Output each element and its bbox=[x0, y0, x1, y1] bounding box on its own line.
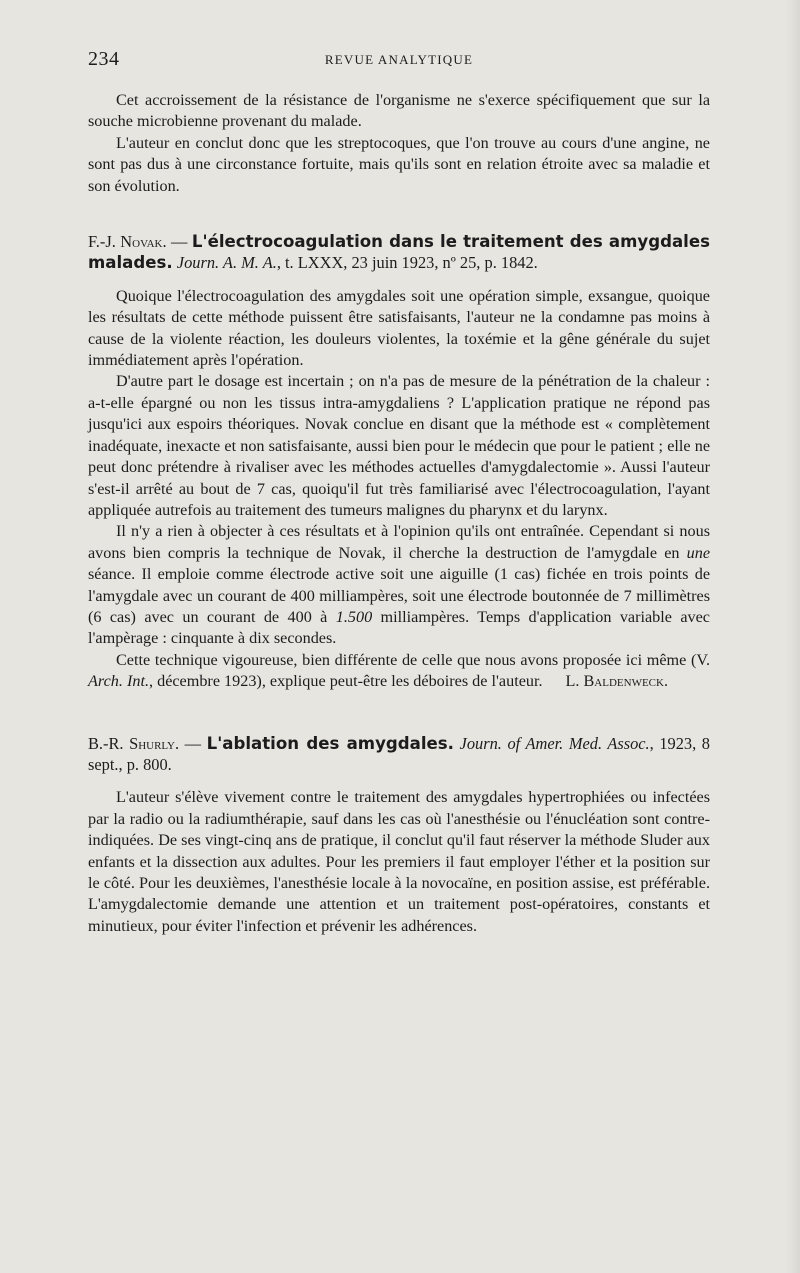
entry-2-title: L'ablation des amygdales. bbox=[206, 733, 454, 753]
entry-1-p4-text-a: Cette technique vigoureuse, bien différente de celle que nous avons proposée ici même (V. bbox=[116, 650, 710, 669]
entry-1-p3-text-c: milliampères. Temps d'application variable avec l'ampèrage : cinquante à dix secondes. bbox=[88, 607, 710, 648]
entry-1-dash: — bbox=[166, 232, 192, 252]
entry-1-paragraph-2: D'autre part le dosage est incertain ; on n'a pas de mesure de la pénétration de la chaleur : a-t-elle épargné ou non les tissus intra-amygdaliens ? L'application pratique ne répond pas jusqu'ici aux espoirs théoriques. Novak conclue en disant que la méthode est « complètement inadéquate, inexacte et non satisfaisante, aussi bien pour le médecin que pour le patient ; elle ne peut donc prétendre à rivaliser avec les méthodes actuelles d'amygdalectomie ». Aussi l'auteur s'est-il arrêté au bout de 7 cas, quoiqu'il fut très familiarisé avec l'électrocoagulation, l'ayant appliquée autrefois au traitement des tumeurs malignes du pharynx et du larynx. bbox=[88, 372, 710, 519]
entry-2-dash: — bbox=[179, 733, 207, 753]
entry-1-closing bbox=[88, 650, 710, 693]
entry-1-signature: L. Baldenweck. bbox=[565, 672, 668, 691]
entry-2-journal: Journ. of Amer. Med. Assoc. bbox=[459, 733, 650, 753]
entry-2-author: B.-R. Shurly. bbox=[88, 733, 180, 753]
entry-1-paragraph-3 bbox=[88, 521, 710, 649]
entry-1-p3-text-a: Il n'y a rien à objecter à ces résultats et à l'opinion qu'ils ont entraînée. Cependant si nous avons bien compris la technique de Novak, il cherche la destruction de l'amygdale en bbox=[88, 522, 710, 562]
entry-1-citation: , t. LXXX, 23 juin 1923, nº 25, p. 1842. bbox=[276, 253, 538, 273]
entry-2-paragraph-1: L'auteur s'élève vivement contre le traitement des amygdales hypertrophiées ou infectées par la radio ou la radiumthérapie, sauf dans les cas où l'anesthésie ou l'énucléation sont contre-indiquées. De ses vingt-cinq ans de pratique, il conclut qu'il faut réserver la méthode Sluder aux enfants et la dissection aux adultes. Pour les premiers il faut employer l'éther et la position sur le côté. Pour les deuxièmes, l'anesthésie locale à la novocaïne, en position assise, est préférable. L'amygdalectomie demande une attention et un traitement post-opératoires, constants et minutieux, pour éviter l'infection et prévenir les adhérences. bbox=[88, 788, 710, 935]
entry-1-title: L'électrocoagulation dans le traitement des amygdales malades. bbox=[88, 232, 710, 273]
page-header bbox=[88, 48, 710, 74]
entry-2-heading bbox=[88, 733, 710, 776]
page-number: 234 bbox=[88, 48, 120, 70]
entry-1-p4-italic: Arch. Int. bbox=[88, 672, 149, 691]
entry-1-paragraph-1: Quoique l'électrocoagulation des amygdales soit une opération simple, exsangue, quoique les résultats de cette méthode puissent être satisfaisants, l'auteur ne la condamne pas moins à cause de la violente réaction, les douleurs violentes, la toxémie et la gêne générale du sujet immédiatement après l'opération. bbox=[88, 286, 710, 370]
entry-1-author: F.-J. Novak. bbox=[88, 232, 167, 252]
entry-1-p3-italic-une: une bbox=[686, 543, 710, 562]
page-edge bbox=[786, 0, 800, 1273]
intro-paragraph-2: L'auteur en conclut donc que les streptocoques, que l'on trouve au cours d'une angine, ne sont pas dus à une circonstance fortuite, mais qu'ils sont en relation étroite avec sa maladie et son évolution. bbox=[88, 133, 710, 195]
article-body bbox=[88, 90, 710, 937]
entry-2-citation: , 1923, 8 sept., p. 800. bbox=[88, 733, 710, 774]
entry-1-journal: Journ. A. M. A. bbox=[176, 253, 277, 273]
running-head: REVUE ANALYTIQUE bbox=[324, 52, 474, 67]
entry-1-p3-text-b: séance. Il emploie comme électrode active soit une aiguille (1 cas) fichée en trois points de l'amygdale avec un courant de 400 milliampères, soit une électrode boutonnée de 7 millimètres (6 cas) avec un courant de 400 à bbox=[88, 565, 710, 626]
entry-1-heading bbox=[88, 231, 710, 274]
entry-1-p3-italic-value: 1.500 bbox=[335, 607, 373, 626]
intro-paragraph-1: Cet accroissement de la résistance de l'organisme ne s'exerce spécifiquement que sur la souche microbienne provenant du malade. bbox=[88, 91, 710, 131]
entry-1-p4-text-b: , décembre 1923), explique peut-être les déboires de l'auteur. bbox=[149, 672, 543, 691]
